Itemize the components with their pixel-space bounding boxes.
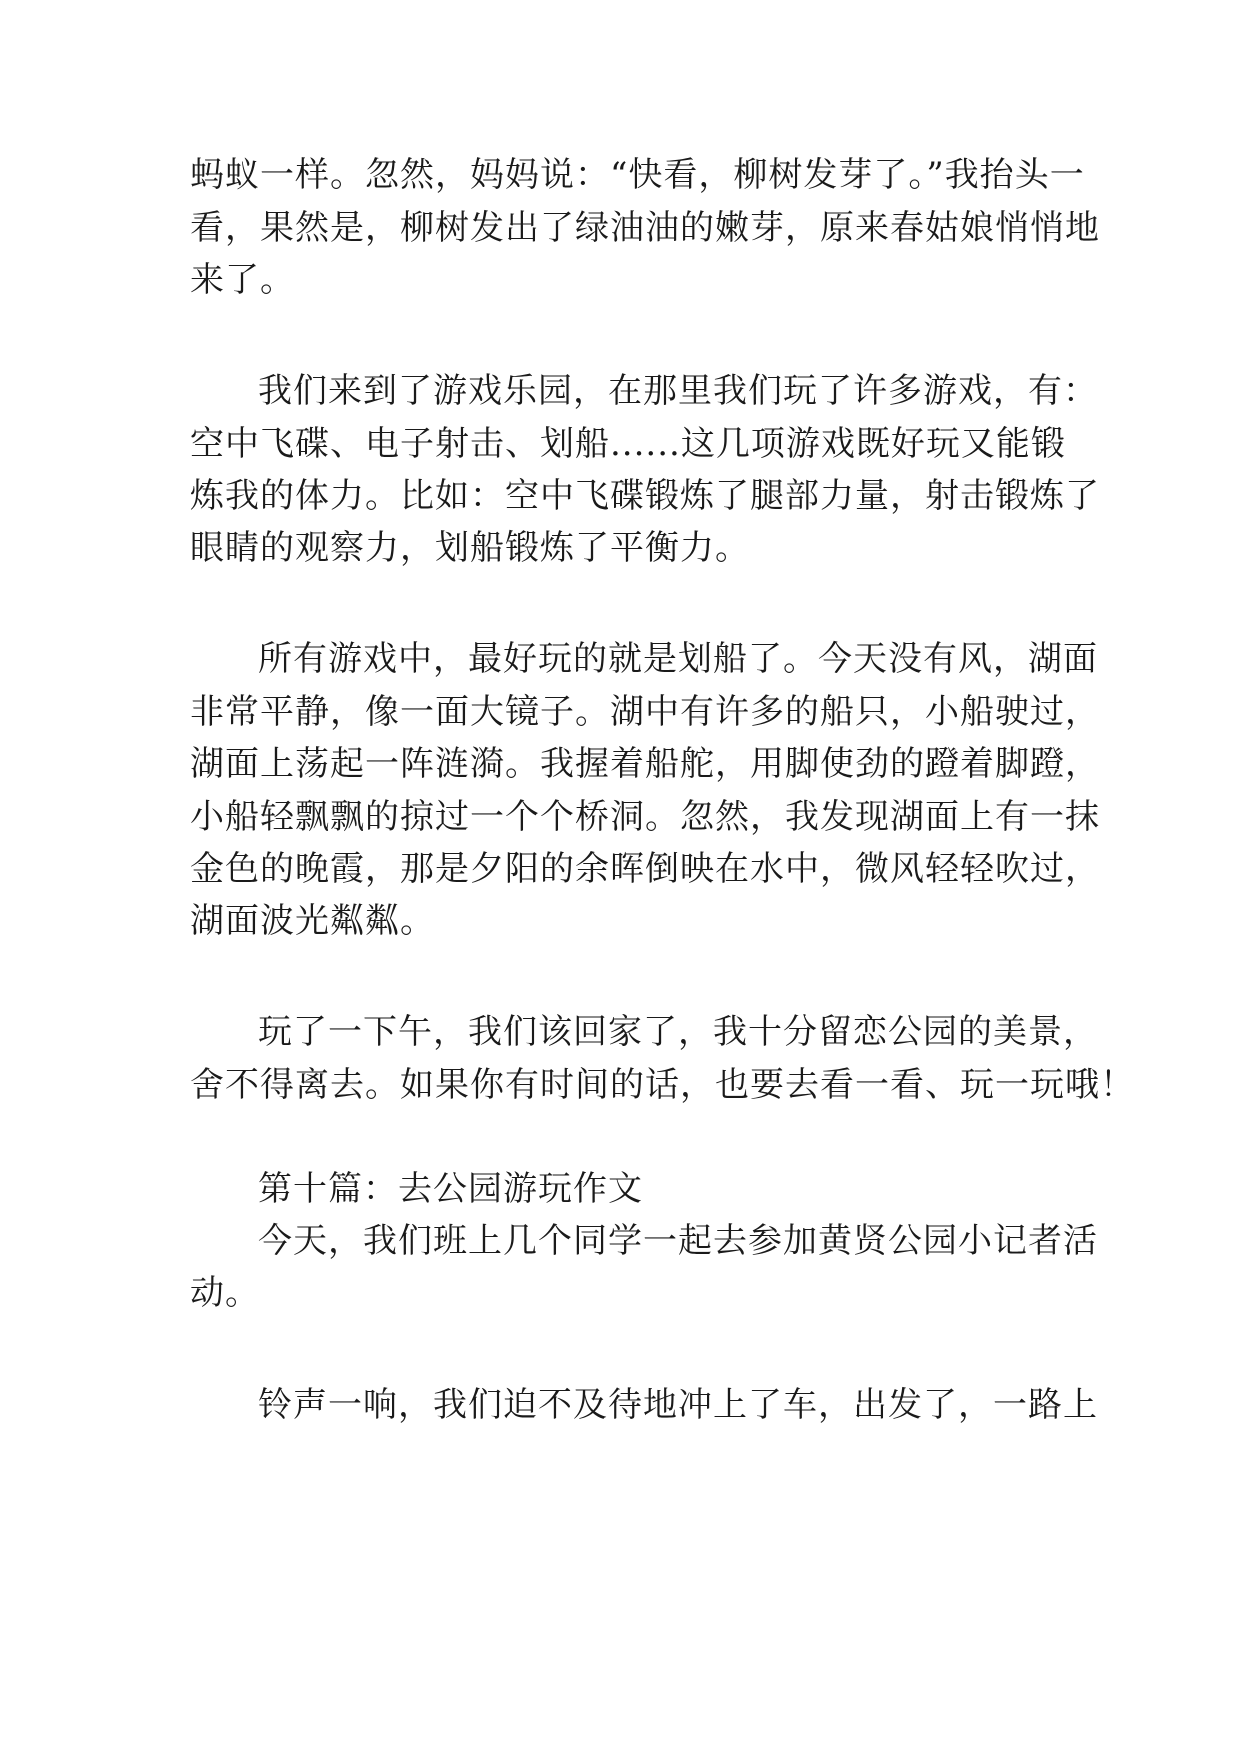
text-line: 我们来到了游戏乐园，在那里我们玩了许多游戏，有： — [258, 371, 1098, 411]
text-line: 小船轻飘飘的掠过一个个桥洞。忽然，我发现湖面上有一抹 — [190, 797, 1100, 837]
text-line: 空中飞碟、电子射击、划船......这几项游戏既好玩又能锻 — [190, 424, 1066, 464]
text-line: 所有游戏中，最好玩的就是划船了。今天没有风，湖面 — [258, 639, 1098, 679]
text-line: 看，果然是，柳树发出了绿油油的嫩芽，原来春姑娘悄悄地 — [190, 208, 1100, 248]
text-line: 金色的晚霞，那是夕阳的余晖倒映在水中，微风轻轻吹过， — [190, 849, 1100, 889]
text-line: 玩了一下午，我们该回家了，我十分留恋公园的美景， — [258, 1012, 1098, 1052]
text-line: 来了。 — [190, 260, 295, 300]
text-line: 铃声一响，我们迫不及待地冲上了车，出发了，一路上 — [258, 1385, 1098, 1425]
text-line: 湖面波光粼粼。 — [190, 901, 435, 941]
text-line: 舍不得离去。如果你有时间的话，也要去看一看、玩一玩哦！ — [190, 1065, 1135, 1105]
text-line: 炼我的体力。比如：空中飞碟锻炼了腿部力量，射击锻炼了 — [190, 476, 1100, 516]
text-line: 动。 — [190, 1273, 260, 1313]
text-line: 蚂蚁一样。忽然，妈妈说：“快看，柳树发芽了。”我抬头一 — [190, 155, 1085, 195]
text-line: 湖面上荡起一阵涟漪。我握着船舵，用脚使劲的蹬着脚蹬， — [190, 744, 1100, 784]
text-line: 非常平静，像一面大镜子。湖中有许多的船只，小船驶过， — [190, 692, 1100, 732]
section-title: 第十篇：去公园游玩作文 — [258, 1169, 643, 1209]
text-line: 眼睛的观察力，划船锻炼了平衡力。 — [190, 528, 750, 568]
text-line: 今天，我们班上几个同学一起去参加黄贤公园小记者活 — [258, 1221, 1098, 1261]
